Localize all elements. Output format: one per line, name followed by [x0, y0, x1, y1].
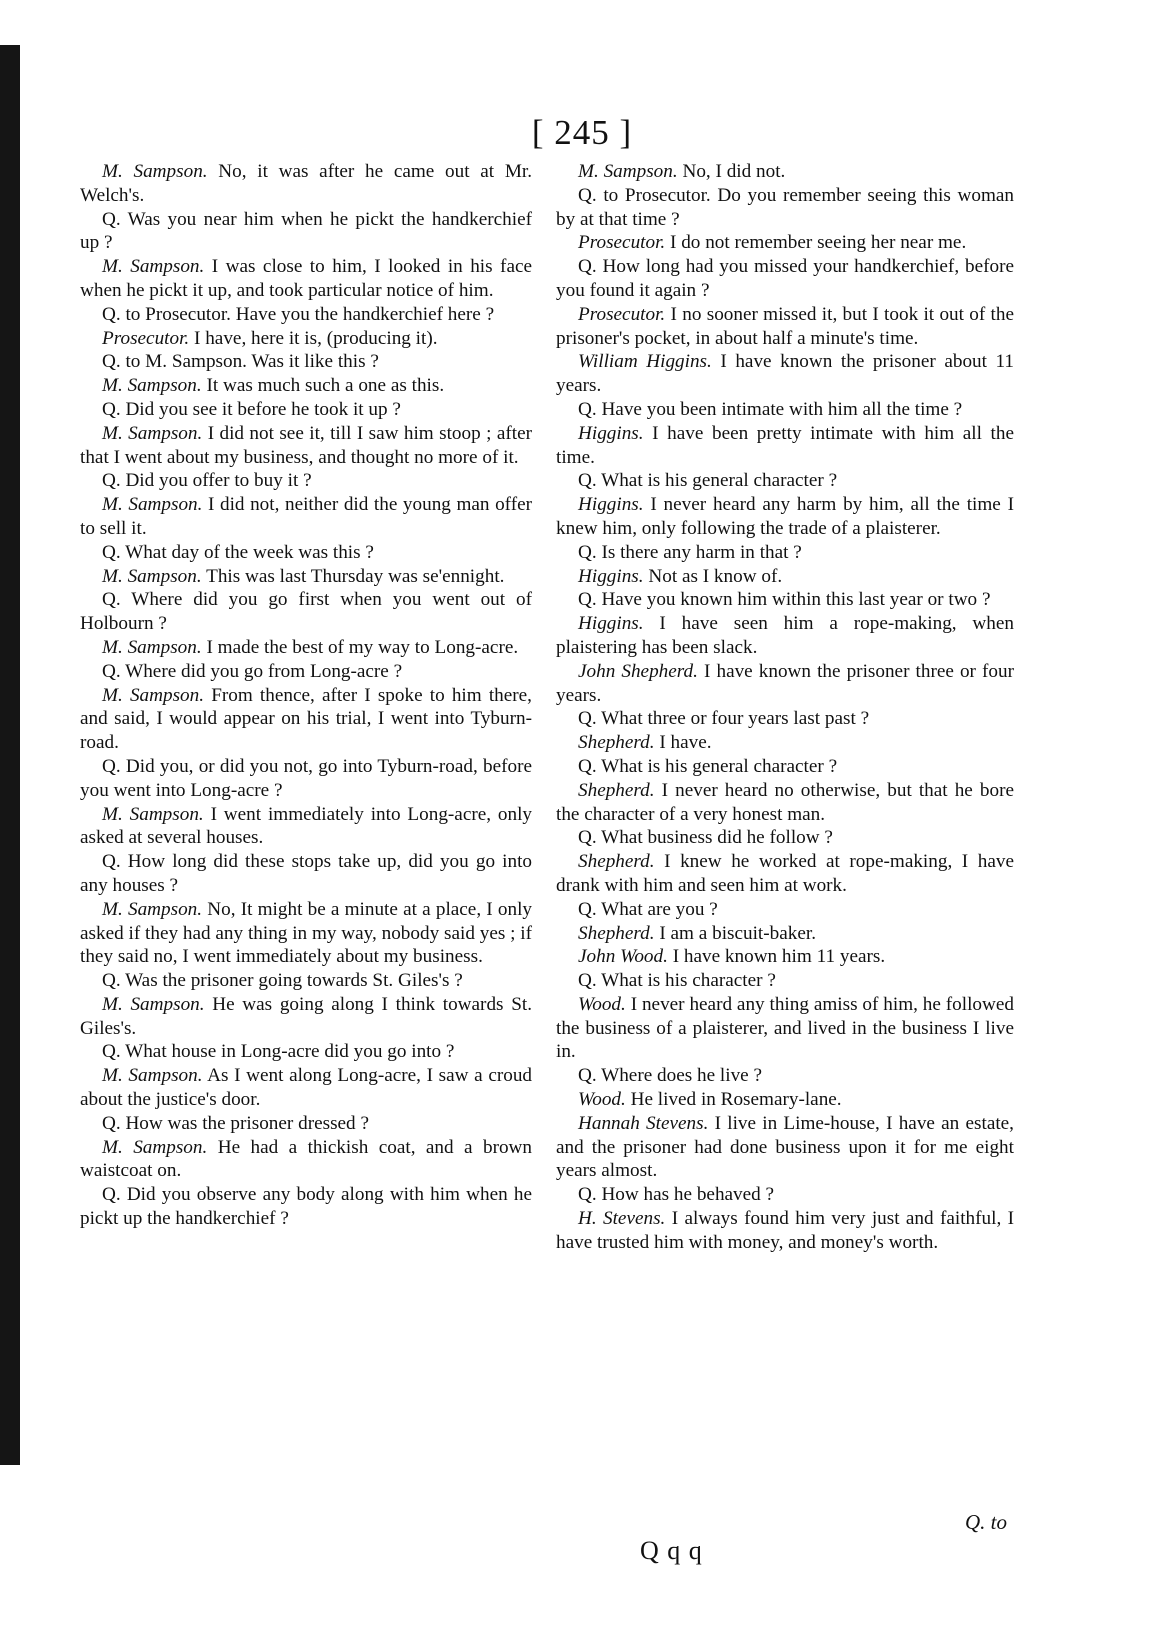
right-para: Q. What is his character ? — [578, 970, 776, 992]
left-para: Q. Did you observe any body along with him when he pickt up the handkerchief ? — [80, 1184, 532, 1230]
right-para: Q. What business did he follow ? — [578, 827, 833, 849]
right-column — [556, 160, 1014, 1255]
right-para: Q. Have you known him within this last year or two ? — [578, 589, 991, 611]
right-para: Q. Have you been intimate with him all the time ? — [578, 398, 963, 420]
left-para: M. Sampson. It was much such a one as this. — [102, 375, 445, 397]
catchword: Q. to — [965, 1510, 1007, 1534]
left-para: M. Sampson. I did not see it, till I saw him stoop ; after that I went about my business, and thought no more of it. — [80, 422, 532, 468]
left-para: Q. How was the prisoner dressed ? — [102, 1112, 369, 1134]
left-para: Q. Where did you go first when you went out of Holbourn ? — [80, 589, 532, 635]
right-para: Shepherd. I am a biscuit-baker. — [578, 922, 816, 944]
right-para: H. Stevens. I always found him very just and faithful, I have trusted him with money, and money's worth. — [556, 1208, 1014, 1253]
right-para: Higgins. I never heard any harm by him, all the time I knew him, only following the trade of a plaisterer. — [556, 494, 1014, 539]
left-para: Q. Did you offer to buy it ? — [102, 470, 312, 492]
right-para: M. Sampson. No, I did not. — [578, 161, 786, 182]
left-para: M. Sampson. I went immediately into Long-acre, only asked at several houses. — [80, 803, 532, 849]
signature-mark: Q q q — [640, 1536, 703, 1565]
left-para: M. Sampson. No, It might be a minute at a place, I only asked if they had any thing in my way, nobody said yes ; if they said no, I went immediately about my business. — [80, 898, 533, 968]
right-para: Shepherd. I knew he worked at rope-making, I have drank with him and seen him at work. — [556, 851, 1014, 896]
right-para: Higgins. Not as I know of. — [578, 565, 783, 587]
left-para: Q. Where did you go from Long-acre ? — [102, 660, 403, 682]
left-para: M. Sampson. No, it was after he came out at Mr. Welch's. — [80, 161, 533, 206]
right-para: Wood. I never heard any thing amiss of him, he followed the business of a plaisterer, and lived in the business I live in. — [556, 993, 1014, 1063]
right-para: John Shepherd. I have known the prisoner three or four years. — [556, 660, 1014, 706]
right-para: Q. How has he behaved ? — [578, 1184, 775, 1206]
left-para: Q. Did you see it before he took it up ? — [102, 398, 401, 420]
right-para: Q. What are you ? — [578, 898, 718, 920]
right-para: Q. How long had you missed your handkerchief, before you found it again ? — [556, 256, 1014, 301]
right-para: Q. What is his general character ? — [578, 470, 838, 492]
left-para: Q. Did you, or did you not, go into Tyburn-road, before you went into Long-acre ? — [80, 755, 532, 801]
left-para: Prosecutor. I have, here it is, (producing it). — [102, 327, 438, 349]
left-para: Q. Was the prisoner going towards St. Giles's ? — [102, 970, 463, 992]
left-para: Q. How long did these stops take up, did you go into any houses ? — [80, 851, 532, 896]
right-para: Higgins. I have been pretty intimate with him all the time. — [556, 422, 1014, 468]
right-para: Shepherd. I never heard no otherwise, but that he bore the character of a very honest man. — [556, 779, 1014, 825]
left-para: Q. to M. Sampson. Was it like this ? — [102, 351, 379, 373]
right-para: Q. Is there any harm in that ? — [578, 541, 802, 563]
left-para: M. Sampson. I was close to him, I looked in his face when he pickt it up, and took particular notice of him. — [80, 256, 532, 301]
right-para: Prosecutor. I do not remember seeing her near me. — [578, 232, 967, 254]
left-para: Q. Was you near him when he pickt the handkerchief up ? — [80, 208, 532, 254]
right-para: Q. to Prosecutor. Do you remember seeing this woman by at that time ? — [556, 184, 1014, 230]
right-para: Q. Where does he live ? — [578, 1065, 762, 1087]
page-number: [ 245 ] — [531, 113, 633, 152]
right-para: Hannah Stevens. I live in Lime-house, I have an estate, and the prisoner had done business upon it for me eight years almost. — [556, 1112, 1014, 1182]
right-para: Q. What three or four years last past ? — [578, 708, 870, 730]
left-column — [80, 160, 532, 1231]
left-para: M. Sampson. I did not, neither did the young man offer to sell it. — [80, 494, 533, 539]
right-para: Higgins. I have seen him a rope-making, when plaistering has been slack. — [556, 613, 1014, 658]
right-para: Q. What is his general character ? — [578, 755, 838, 777]
left-para: Q. What house in Long-acre did you go into ? — [102, 1041, 455, 1063]
left-para: Q. to Prosecutor. Have you the handkerchief here ? — [102, 303, 495, 325]
right-para: Prosecutor. I no sooner missed it, but I took it out of the prisoner's pocket, in about half a minute's time. — [556, 303, 1014, 349]
left-para: Q. What day of the week was this ? — [102, 541, 374, 563]
left-para: M. Sampson. This was last Thursday was se'ennight. — [102, 565, 505, 587]
right-para: Wood. He lived in Rosemary-lane. — [578, 1089, 842, 1111]
book-binding-edge — [0, 45, 20, 1465]
left-para: M. Sampson. From thence, after I spoke to him there, and said, I would appear on his trial, I went into Tyburn-road. — [80, 684, 532, 754]
right-para: William Higgins. I have known the prisoner about 11 years. — [556, 351, 1014, 397]
left-para: M. Sampson. He had a thickish coat, and a brown waistcoat on. — [80, 1136, 532, 1182]
left-para: M. Sampson. I made the best of my way to Long-acre. — [102, 636, 519, 658]
right-para: Shepherd. I have. — [578, 732, 712, 754]
left-para: M. Sampson. As I went along Long-acre, I saw a croud about the justice's door. — [80, 1065, 533, 1111]
left-para: M. Sampson. He was going along I think towards St. Giles's. — [80, 993, 532, 1039]
right-para: John Wood. I have known him 11 years. — [578, 946, 886, 968]
